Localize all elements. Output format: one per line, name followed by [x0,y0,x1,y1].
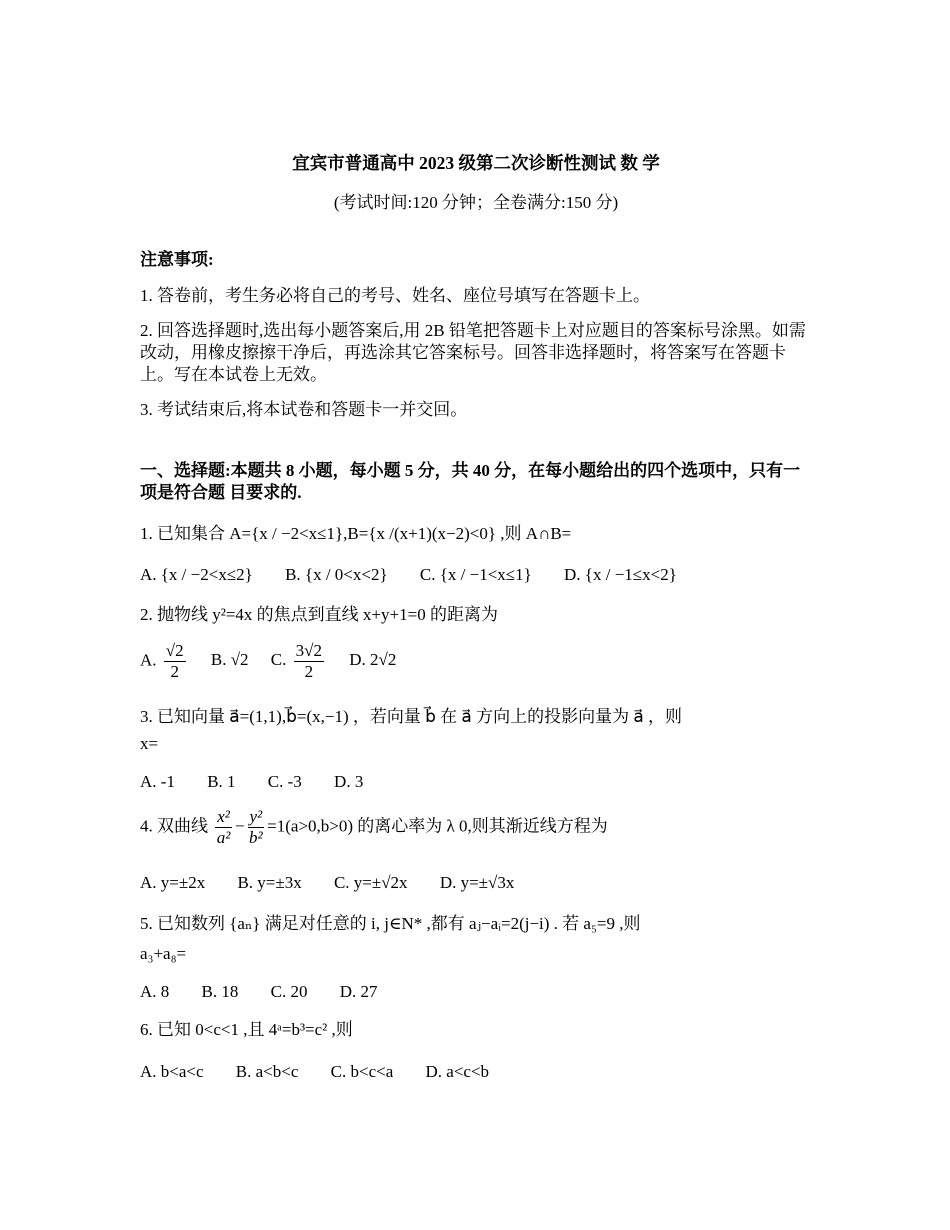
option-c: C. y=±√2x [333,873,408,892]
option-a-fraction: $\frac{√2}{2}$ [165,641,184,681]
option-b: B. 18 [201,982,239,1001]
option-a: A. y=±2x [140,873,206,892]
notice-heading: 注意事项: [140,250,214,269]
question-4-options [140,872,812,894]
section-heading: 一、选择题:本题共 8 小题，每小题 5 分，共 40 分，在每小题给出的四个选项中，只有一项是符合题 目要求的. [140,461,801,502]
notice-item-3: 3. 考试结束后,将本试卷和答题卡一并交回。 [140,400,468,419]
question-5-stem: 5. 已知数列 {aₙ} 满足对任意的 i, j∈N* ,都有 aⱼ−aᵢ=2(j−i) . 若 a₅=9 ,则 [140,914,641,933]
option-b: B. a<b<c [235,1062,299,1081]
option-b: B. 1 [207,772,236,791]
exam-title: 宜宾市普通高中 2023 级第二次诊断性测试 数 学 [292,153,660,173]
option-b: B. {x / 0<x<2} [285,565,388,584]
option-d: D. a<c<b [425,1062,490,1081]
option-d: D. y=±√3x [439,873,515,892]
option-c: C. b<c<a [330,1062,394,1081]
option-b: B. √2 [210,650,249,670]
option-b: B. y=±3x [237,873,302,892]
option-c-label: C. [270,650,287,670]
question-3-stem-line2: x= [140,734,159,753]
notice-item-1: 1. 答卷前，考生务必将自己的考号、姓名、座位号填写在答题卡上。 [140,286,650,305]
option-c: C. -3 [267,772,302,791]
option-a: A. b<a<c [140,1062,204,1081]
question-3-options [140,771,812,793]
question-4-stem: 4. 双曲线 $\frac{\text{x²}}{\text{a²}}$ − $\frac{\text{y²}}{\text{b²}}$ =1(a>0,b>0) 的离心率为 λ 0,则其渐近线方程为 [140,807,608,847]
option-a: A. {x / −2<x≤2} [140,565,253,584]
option-c-fraction: $\frac{3√2}{2}$ [295,641,322,681]
notice-item-2: 2. 回答选择题时,选出每小题答案后,用 2B 铅笔把答题卡上对应题目的答案标号涂黑。如需改动，用橡皮擦擦干净后，再选涂其它答案标号。回答非选择题时，将答案写在答题卡上。写在本试卷上无效。 [140,321,806,384]
option-d: D. 2√2 [349,650,397,670]
option-c: C. 20 [270,982,308,1001]
option-c: C. {x / −1<x≤1} [419,565,532,584]
question-1-options [140,564,812,586]
question-6-options [140,1061,812,1083]
x-over-a-fraction: $\frac{\text{x²}}{\text{a²}}$ [216,807,231,847]
question-6-stem: 6. 已知 0<c<1 ,且 4ᵃ=b³=c² ,则 [140,1020,353,1039]
question-1-stem: 1. 已知集合 A={x / −2<x≤1},B={x /(x+1)(x−2)<0} ,则 A∩B= [140,524,572,543]
question-3-stem: 3. 已知向量 a⃗=(1,1),b⃗=(x,−1) ，若向量 b⃗ 在 a⃗ 方向上的投影向量为 a⃗ ，则 [140,707,682,726]
question-2-options [140,641,812,682]
option-d: D. 3 [334,772,364,791]
option-a: A. -1 [140,772,175,791]
y-over-b-fraction: $\frac{\text{y²}}{\text{b²}}$ [249,807,263,847]
exam-subtitle: (考试时间:120 分钟；全卷满分:150 分) [333,193,619,212]
option-a: A. 8 [140,982,170,1001]
option-d: D. {x / −1≤x<2} [564,565,677,584]
option-d: D. 27 [339,982,378,1001]
question-2-stem: 2. 抛物线 y²=4x 的焦点到直线 x+y+1=0 的距离为 [140,605,498,624]
question-5-options [140,981,812,1003]
option-a-label: A. [140,650,157,670]
question-5-stem-line2: a₃+a₈= [140,944,187,963]
